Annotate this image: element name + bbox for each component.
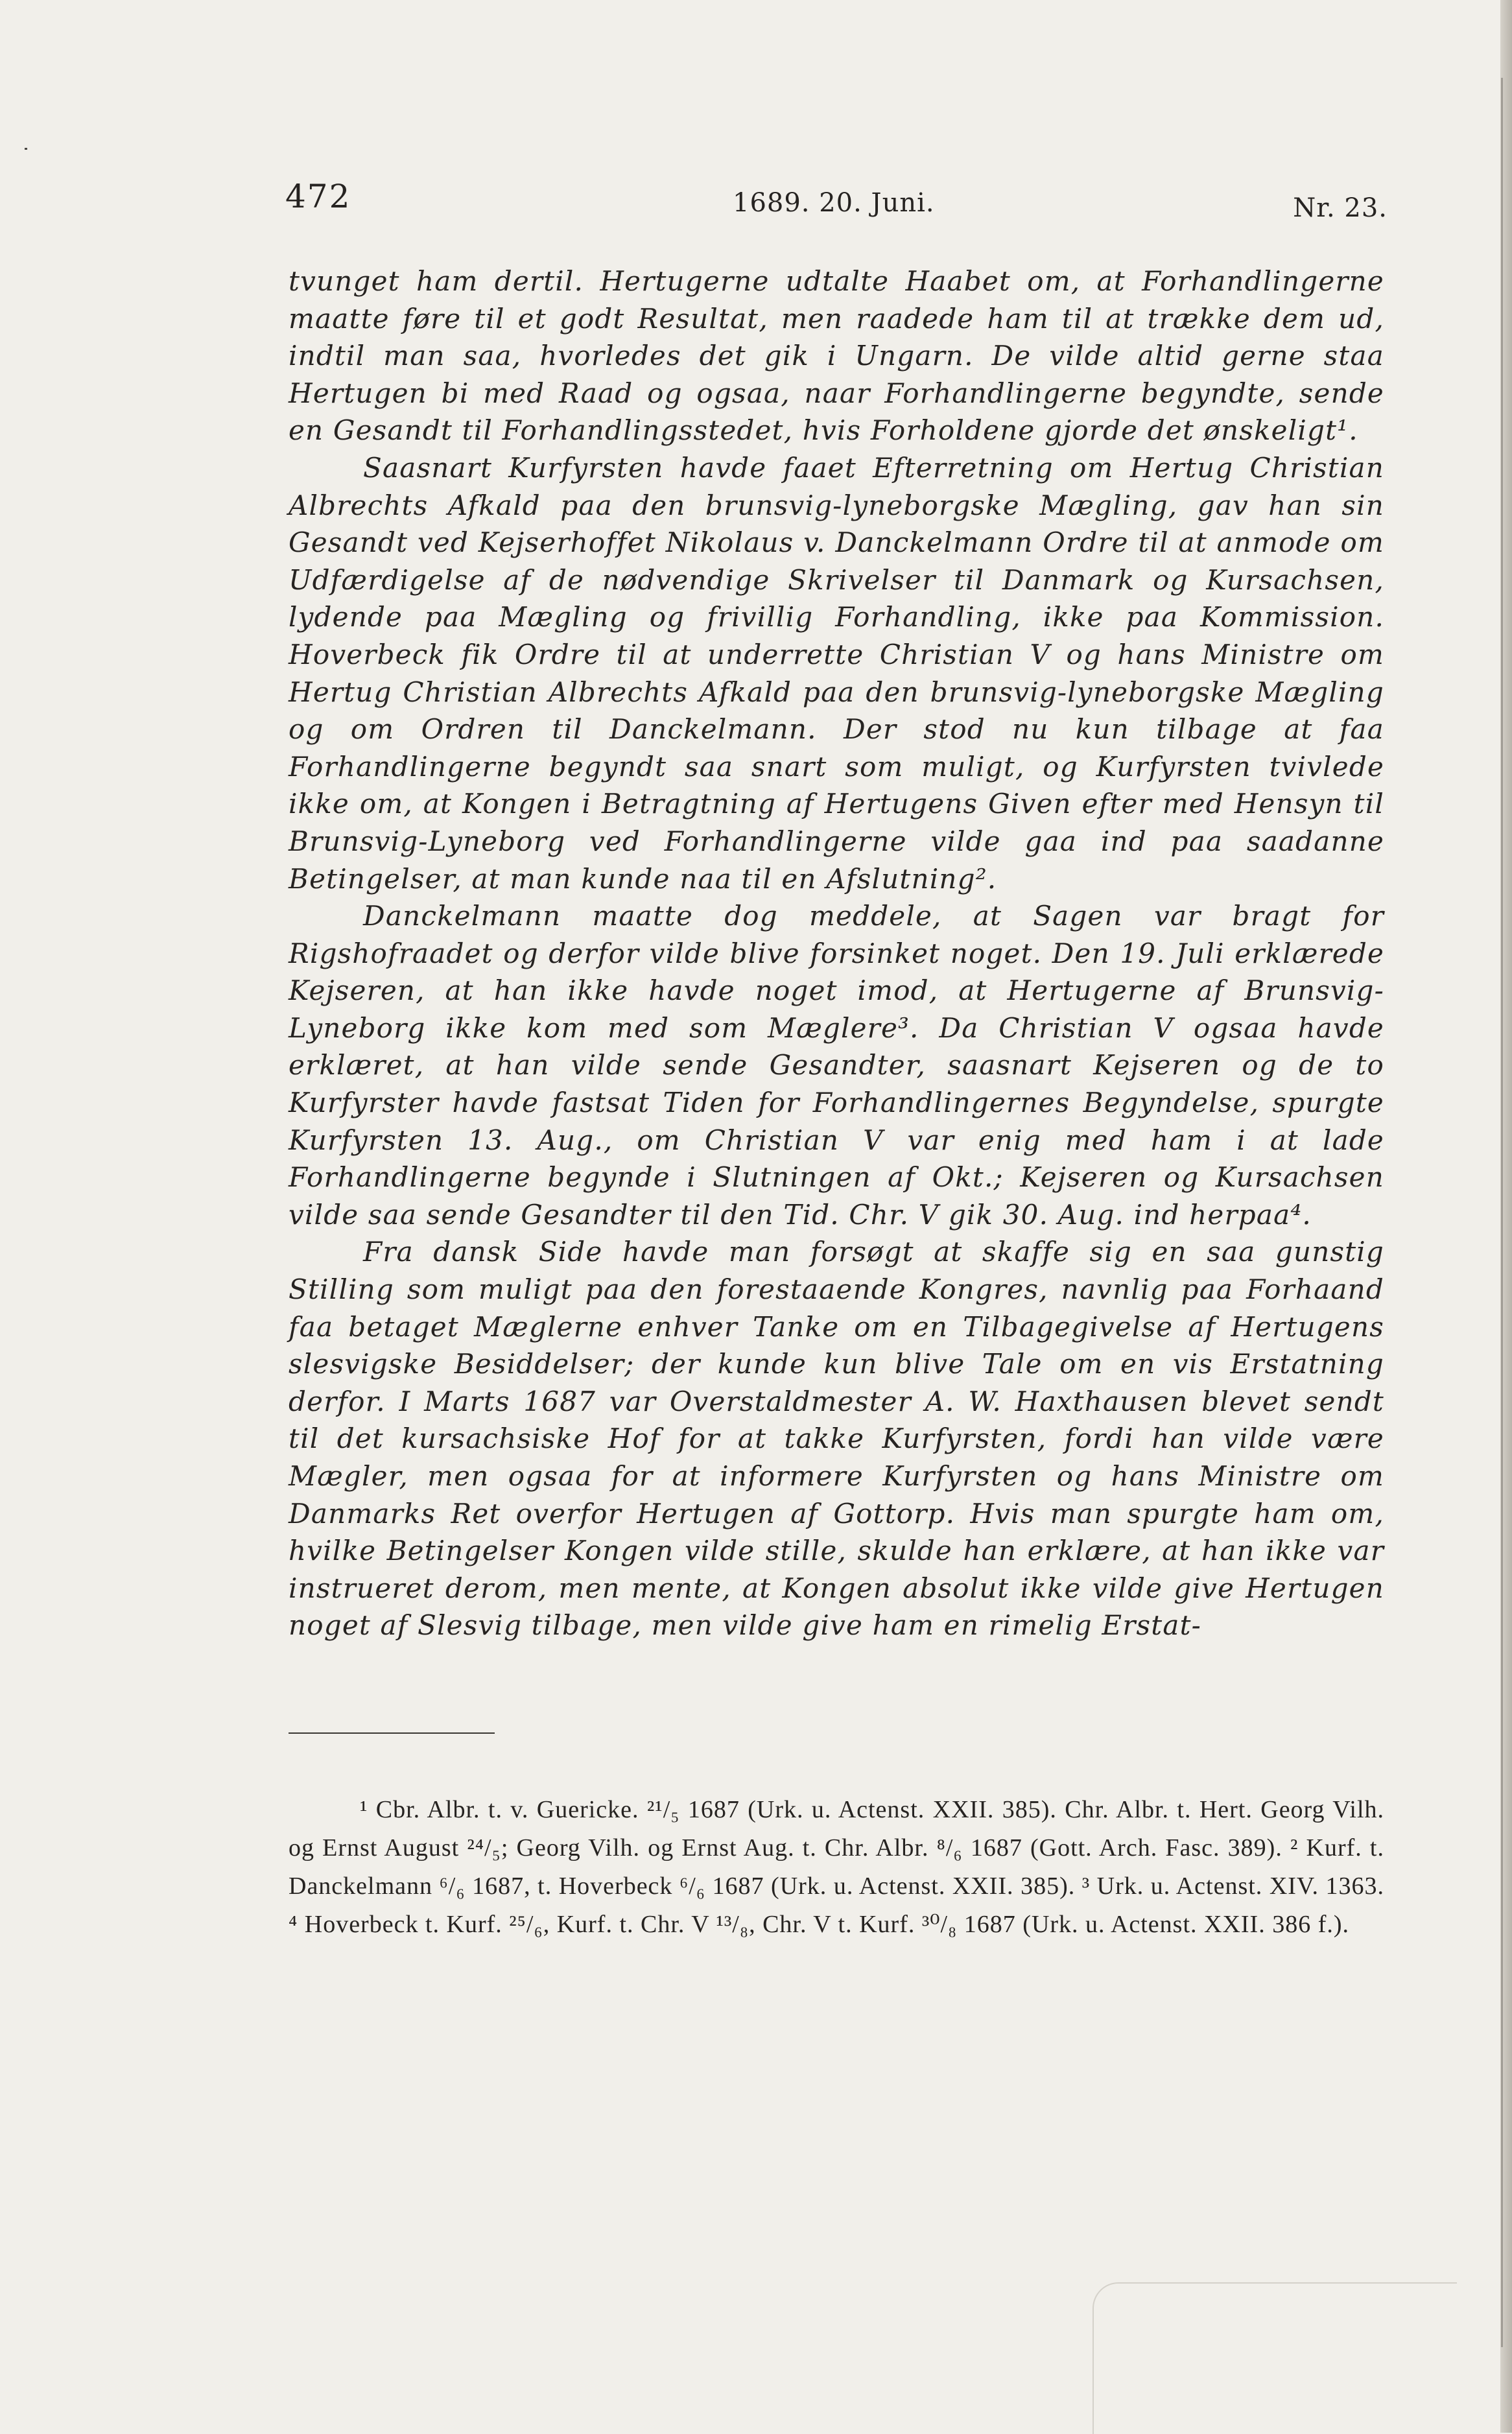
page-number: 472 bbox=[285, 178, 351, 215]
paragraph-4: Fra dansk Side havde man forsøgt at skaffe sig en saa gunstig Stilling som muligt paa den forestaaende Kongres, navnlig paa Forhaand faa betaget Mæglerne enhver Tanke om en Tilbagegivelse af Hertugens slesvigske Besiddelser; der kunde kun blive Tale om en vis Erstatning derfor. I Marts 1687 var Overstaldmester A. W. Haxthausen blevet sendt til det kursachsiske Hof for at takke Kurfyrsten, fordi han vilde være Mægler, men ogsaa for at informere Kurfyrsten og hans Ministre om Danmarks Ret overfor Hertugen af Gottorp. Hvis man spurgte ham om, hvilke Betingelser Kongen vilde stille, skulde han erklære, at han ikke var instrueret derom, men mente, at Kongen absolut ikke vilde give Hertugen noget af Slesvig tilbage, men vilde give ham en rimelig Erstat- bbox=[289, 1236, 1384, 1642]
document-number: Nr. 23. bbox=[1293, 193, 1388, 223]
page-corner-mark bbox=[1093, 2282, 1457, 2434]
scan-speck bbox=[25, 148, 27, 150]
main-text bbox=[289, 263, 1384, 1644]
footnotes bbox=[289, 1791, 1384, 1944]
paragraph-1: tvunget ham dertil. Hertugerne udtalte Haabet om, at Forhandlingerne maatte føre til et godt Resultat, men raadede ham til at trække dem ud, indtil man saa, hvorledes det gik i Ungarn. De vilde altid gerne staa Hertugen bi med Raad og ogsaa, naar Forhandlingerne begyndte, sende en Gesandt til Forhandlingsstedet, hvis Forholdene gjorde det ønskeligt¹. bbox=[289, 265, 1384, 447]
footnotes-text: ¹ Cbr. Albr. t. v. Guericke. ²¹/₅ 1687 (Urk. u. Actenst. XXII. 385). Chr. Albr. t. Hert. Georg Vilh. og Ernst August ²⁴/₅; Georg Vilh. og Ernst Aug. t. Chr. Albr. ⁸/₆ 1687 (Gott. Arch. Fasc. 389). ² Kurf. t. Danckelmann ⁶/₆ 1687, t. Hoverbeck ⁶/₆ 1687 (Urk. u. Actenst. XXII. 385). ³ Urk. u. Actenst. XIV. 1363. ⁴ Hoverbeck t. Kurf. ²⁵/₆, Kurf. t. Chr. V ¹³/₈, Chr. V t. Kurf. ³⁰/₈ 1687 (Urk. u. Actenst. XXII. 386 f.). bbox=[289, 1796, 1384, 1938]
running-title: 1689. 20. Juni. bbox=[733, 188, 935, 218]
page-edge-shadow bbox=[1501, 78, 1503, 2347]
paragraph-2: Saasnart Kurfyrsten havde faaet Efterretning om Hertug Christian Albrechts Afkald paa den brunsvig-lyneborgske Mægling, gav han sin Gesandt ved Kejserhoffet Nikolaus v. Danckelmann Ordre til at anmode om Udfærdigelse af de nødvendige Skrivelser til Danmark og Kursachsen, lydende paa Mægling og frivillig Forhandling, ikke paa Kommission. Hoverbeck fik Ordre til at underrette Christian V og hans Ministre om Hertug Christian Albrechts Afkald paa den brunsvig-lyneborgske Mægling og om Ordren til Danckelmann. Der stod nu kun tilbage at faa Forhandlingerne begyndt saa snart som muligt, og Kurfyrsten tvivlede ikke om, at Kongen i Betragtning af Hertugens Given efter med Hensyn til Brunsvig-Lyneborg ved Forhandlingerne vilde gaa ind paa saadanne Betingelser, at man kunde naa til en Afslutning². bbox=[289, 451, 1384, 895]
paragraph-3: Danckelmann maatte dog meddele, at Sagen var bragt for Rigshofraadet og derfor vilde blive forsinket noget. Den 19. Juli erklærede Kejseren, at han ikke havde noget imod, at Hertugerne af Brunsvig-Lyneborg ikke kom med som Mæglere³. Da Christian V ogsaa havde erklæret, at han vilde sende Gesandter, saasnart Kejseren og de to Kurfyrster havde fastsat Tiden for Forhandlingernes Begyndelse, spurgte Kurfyrsten 13. Aug., om Christian V var enig med ham i at lade Forhandlingerne begynde i Slutningen af Okt.; Kejseren og Kursachsen vilde saa sende Gesandter til den Tid. Chr. V gik 30. Aug. ind herpaa⁴. bbox=[289, 900, 1384, 1231]
footnote-divider bbox=[289, 1732, 495, 1734]
page-header bbox=[285, 170, 1388, 222]
